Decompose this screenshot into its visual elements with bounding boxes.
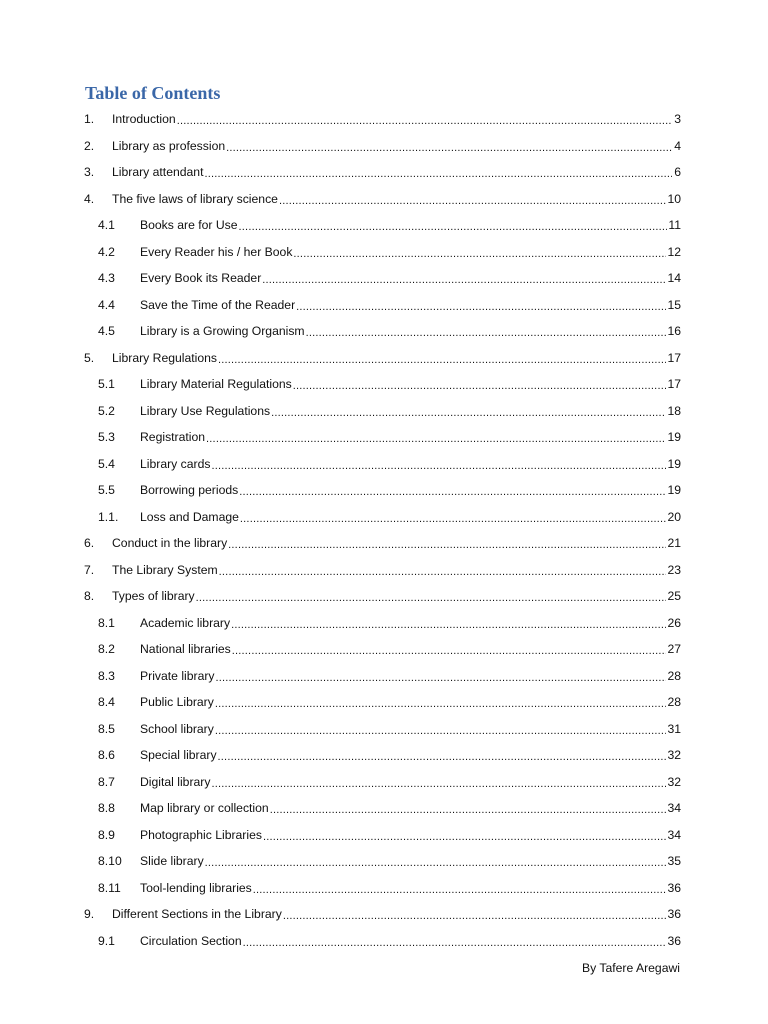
toc-subentry[interactable]: [84, 716, 681, 743]
toc-entry-number: 5.3: [98, 430, 115, 445]
toc-entry-number: 7.: [84, 562, 95, 577]
toc-entry-page: 34: [667, 801, 681, 816]
toc-entry-title: Slide library: [140, 854, 204, 869]
toc-subentry[interactable]: [84, 398, 681, 425]
toc-entry-title: Books are for Use: [140, 218, 238, 233]
toc-entry-page: 34: [667, 827, 681, 842]
toc-entry-title: Tool-lending libraries: [140, 880, 252, 895]
toc-title: Table of Contents: [85, 83, 221, 103]
toc-entry-number: 8.3: [98, 668, 115, 683]
toc-entry-number: 8.4: [98, 695, 115, 710]
toc-entry-title: National libraries: [140, 642, 231, 657]
toc-entry-page: 36: [667, 933, 681, 948]
leader-dots: [239, 219, 668, 233]
toc-entry-number: 9.: [84, 907, 95, 922]
toc-subentry[interactable]: [84, 371, 681, 398]
toc-entry-title: Library cards: [140, 456, 211, 471]
toc-entry[interactable]: [84, 557, 681, 584]
leader-dots: [253, 882, 667, 896]
toc-subentry[interactable]: [84, 292, 681, 319]
toc-entry-number: 2.: [84, 138, 95, 153]
toc-entry-title: Different Sections in the Library: [112, 907, 282, 922]
toc-entry-page: 19: [667, 456, 681, 471]
toc-entry-page: 11: [668, 218, 681, 233]
toc-entry-number: 4.1: [98, 218, 115, 233]
leader-dots: [219, 564, 667, 578]
toc-entry-page: 18: [667, 403, 681, 418]
toc-entry-number: 8.10: [98, 854, 122, 869]
toc-entry-number: 8.5: [98, 721, 115, 736]
toc-subentry[interactable]: [84, 928, 681, 955]
toc-entry-number: 6.: [84, 536, 95, 551]
toc-entry[interactable]: [84, 133, 681, 160]
toc-entry-page: 32: [667, 748, 681, 763]
toc-entry-page: 17: [667, 350, 681, 365]
leader-dots: [279, 193, 666, 207]
leader-dots: [218, 352, 666, 366]
toc-entry-title: The five laws of library science: [112, 191, 278, 206]
leader-dots: [232, 643, 667, 657]
toc-subentry[interactable]: [84, 875, 681, 902]
toc-entry-page: 14: [667, 271, 681, 286]
toc-entry-title: Library Material Regulations: [140, 377, 292, 392]
toc-entry-number: 4.3: [98, 271, 115, 286]
toc-entry-page: 36: [667, 907, 681, 922]
toc-entry-title: Special library: [140, 748, 217, 763]
toc-entry-page: 12: [667, 244, 681, 259]
leader-dots: [196, 590, 667, 604]
toc-entry-page: 28: [667, 695, 681, 710]
toc-entry-number: 4.: [84, 191, 95, 206]
toc-entry-number: 8.11: [98, 880, 121, 895]
toc-entry-page: 19: [667, 430, 681, 445]
toc-entry-page: 21: [667, 536, 681, 551]
toc-entry-number: 8.8: [98, 801, 115, 816]
toc-subentry[interactable]: [84, 795, 681, 822]
toc-entry-number: 8.7: [98, 774, 115, 789]
toc-subentry[interactable]: [84, 769, 681, 796]
leader-dots: [206, 431, 666, 445]
toc-entry-title: Every Book its Reader: [140, 271, 262, 286]
toc-subentry[interactable]: [84, 689, 681, 716]
leader-dots: [293, 246, 666, 260]
toc-entry-title: Digital library: [140, 774, 211, 789]
toc-entry-title: The Library System: [112, 562, 218, 577]
toc-entry[interactable]: [84, 345, 681, 372]
toc-entry-number: 5.: [84, 350, 95, 365]
leader-dots: [283, 908, 667, 922]
toc-entry[interactable]: [84, 530, 681, 557]
leader-dots: [226, 140, 672, 154]
toc-entry-title: Academic library: [140, 615, 231, 630]
toc-entry-number: 4.2: [98, 244, 115, 259]
toc-subentry[interactable]: [84, 424, 681, 451]
toc-entry[interactable]: [84, 159, 681, 186]
toc-entry-page: 15: [667, 297, 681, 312]
toc-subentry[interactable]: [84, 318, 681, 345]
toc-entry-page: 4: [674, 138, 681, 153]
toc-entry-number: 4.4: [98, 297, 115, 312]
toc-entry-title: Library is a Growing Organism: [140, 324, 305, 339]
leader-dots: [204, 166, 672, 180]
toc-subentry[interactable]: [84, 504, 681, 531]
leader-dots: [263, 829, 666, 843]
leader-dots: [216, 670, 667, 684]
toc-entry-title: Every Reader his / her Book: [140, 244, 293, 259]
toc-subentry[interactable]: [84, 451, 681, 478]
toc-entry-number: 5.5: [98, 483, 115, 498]
toc-entry-title: Save the Time of the Reader: [140, 297, 296, 312]
toc-entry-number: 9.1: [98, 933, 115, 948]
toc-entry-title: Private library: [140, 668, 215, 683]
toc-entry-title: Borrowing periods: [140, 483, 239, 498]
toc-subentry[interactable]: [84, 239, 681, 266]
toc-entry-title: Circulation Section: [140, 933, 242, 948]
toc-entry-page: 35: [667, 854, 681, 869]
toc-entry-page: 25: [667, 589, 681, 604]
toc-entry-number: 8.: [84, 589, 95, 604]
toc-entry-number: 1.: [84, 112, 95, 127]
toc-entry-page: 19: [667, 483, 681, 498]
toc-entry-number: 8.9: [98, 827, 115, 842]
leader-dots: [270, 802, 667, 816]
toc-subentry[interactable]: [84, 742, 681, 769]
toc-entry-title: Library Use Regulations: [140, 403, 271, 418]
toc-entry[interactable]: [84, 583, 681, 610]
toc-entry-title: Map library or collection: [140, 801, 269, 816]
toc-entry-title: Introduction: [112, 112, 176, 127]
toc-entry[interactable]: [84, 106, 681, 133]
toc-entry-number: 8.6: [98, 748, 115, 763]
toc-entry-number: 5.1: [98, 377, 115, 392]
toc-entry-page: 20: [667, 509, 681, 524]
toc-entry-number: 3.: [84, 165, 95, 180]
toc-entry-title: Library attendant: [112, 165, 204, 180]
toc-subentry[interactable]: [84, 212, 681, 239]
toc-entry-title: Conduct in the library: [112, 536, 228, 551]
toc-entry-page: 16: [667, 324, 681, 339]
toc-subentry[interactable]: [84, 265, 681, 292]
leader-dots: [177, 113, 672, 127]
toc-entry-page: 3: [674, 112, 681, 127]
leader-dots: [296, 299, 666, 313]
leader-dots: [240, 511, 667, 525]
leader-dots: [218, 749, 667, 763]
leader-dots: [205, 855, 667, 869]
toc-subentry[interactable]: [84, 477, 681, 504]
leader-dots: [211, 458, 666, 472]
toc-subentry[interactable]: [84, 848, 681, 875]
leader-dots: [293, 378, 667, 392]
toc-entry-number: 1.1.: [98, 509, 119, 524]
leader-dots: [262, 272, 666, 286]
toc-entry-number: 4.5: [98, 324, 115, 339]
toc-entry-page: 32: [667, 774, 681, 789]
toc-entry-title: Loss and Damage: [140, 509, 239, 524]
toc-subentry[interactable]: [84, 663, 681, 690]
toc-entry-title: Library Regulations: [112, 350, 218, 365]
toc-subentry[interactable]: [84, 822, 681, 849]
toc-entry-page: 36: [667, 880, 681, 895]
toc-entry-page: 31: [667, 721, 681, 736]
leader-dots: [215, 696, 667, 710]
leader-dots: [271, 405, 666, 419]
toc-entry-page: 6: [674, 165, 681, 180]
toc-entry-title: Library as profession: [112, 138, 226, 153]
toc-subentry[interactable]: [84, 636, 681, 663]
toc-list: [84, 106, 681, 954]
leader-dots: [239, 484, 666, 498]
leader-dots: [306, 325, 667, 339]
leader-dots: [243, 935, 667, 949]
footer-author: By Tafere Aregawi: [581, 961, 680, 975]
toc-entry-number: 5.4: [98, 456, 115, 471]
toc-entry-title: School library: [140, 721, 214, 736]
toc-entry-page: 27: [667, 642, 681, 657]
toc-entry-number: 8.2: [98, 642, 115, 657]
toc-entry-title: Public Library: [140, 695, 214, 710]
toc-subentry[interactable]: [84, 610, 681, 637]
toc-entry-title: Types of library: [112, 589, 195, 604]
leader-dots: [211, 776, 666, 790]
leader-dots: [231, 617, 666, 631]
toc-entry-page: 28: [667, 668, 681, 683]
toc-entry[interactable]: [84, 186, 681, 213]
toc-entry-page: 23: [667, 562, 681, 577]
toc-entry-title: Photographic Libraries: [140, 827, 262, 842]
toc-entry-number: 8.1: [98, 615, 115, 630]
toc-entry[interactable]: [84, 901, 681, 928]
toc-entry-page: 26: [667, 615, 681, 630]
toc-entry-page: 10: [667, 191, 681, 206]
leader-dots: [215, 723, 667, 737]
toc-entry-number: 5.2: [98, 403, 115, 418]
leader-dots: [228, 537, 666, 551]
toc-entry-page: 17: [667, 377, 681, 392]
toc-entry-title: Registration: [140, 430, 206, 445]
